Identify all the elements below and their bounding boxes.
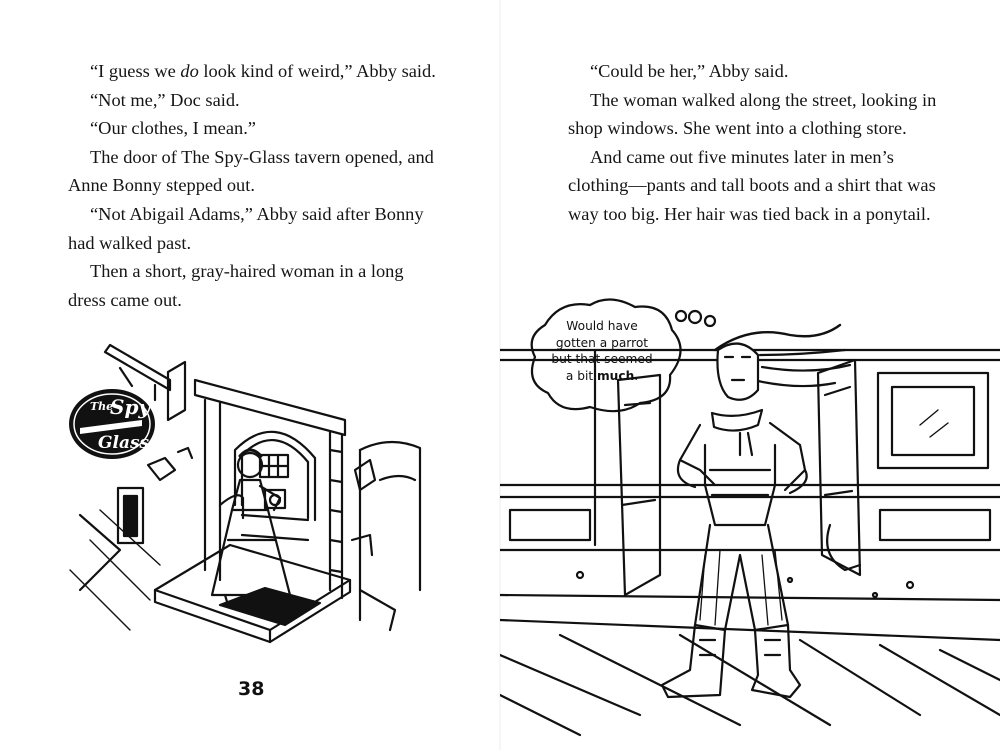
right-page bbox=[500, 0, 1000, 750]
svg-text:The: The bbox=[90, 400, 114, 413]
paragraph: Then a short, gray-haired woman in a long dress came out. bbox=[68, 261, 404, 310]
paragraph: And came out five minutes later in men’s clothing—pants and tall boots and a shirt that was way too big. Her hair was tied back in a ponytail. bbox=[568, 146, 936, 224]
bubble-line: but that seemed bbox=[551, 352, 653, 366]
right-page-text bbox=[568, 57, 940, 229]
tavern-sign bbox=[69, 389, 155, 459]
left-page-text bbox=[68, 57, 440, 314]
bubble-line: a bit much. bbox=[565, 368, 639, 383]
svg-text:Glass: Glass bbox=[98, 433, 150, 453]
paragraph: “Our clothes, I mean.” bbox=[90, 118, 256, 139]
bubble-line: Would have bbox=[566, 319, 638, 333]
paragraph: “Not me,” Doc said. bbox=[90, 89, 240, 110]
tavern-illustration bbox=[60, 340, 440, 680]
paragraph: The door of The Spy-Glass tavern opened, and Anne Bonny stepped out. bbox=[68, 146, 434, 196]
paragraph: “Not Abigail Adams,” Abby said after Bonny had walked past. bbox=[68, 203, 424, 253]
bubble-line: gotten a parrot bbox=[555, 335, 649, 350]
paragraph: The woman walked along the street, looking in shop windows. She went into a clothing store. bbox=[568, 89, 937, 139]
page-number: 38 bbox=[238, 678, 265, 700]
paragraph: “Could be her,” Abby said. bbox=[590, 61, 789, 81]
paragraph: “I guess we do look kind of weird,” Abby said. bbox=[90, 61, 436, 81]
thought-bubble-text bbox=[542, 318, 662, 384]
svg-text:Spy: Spy bbox=[110, 395, 151, 419]
